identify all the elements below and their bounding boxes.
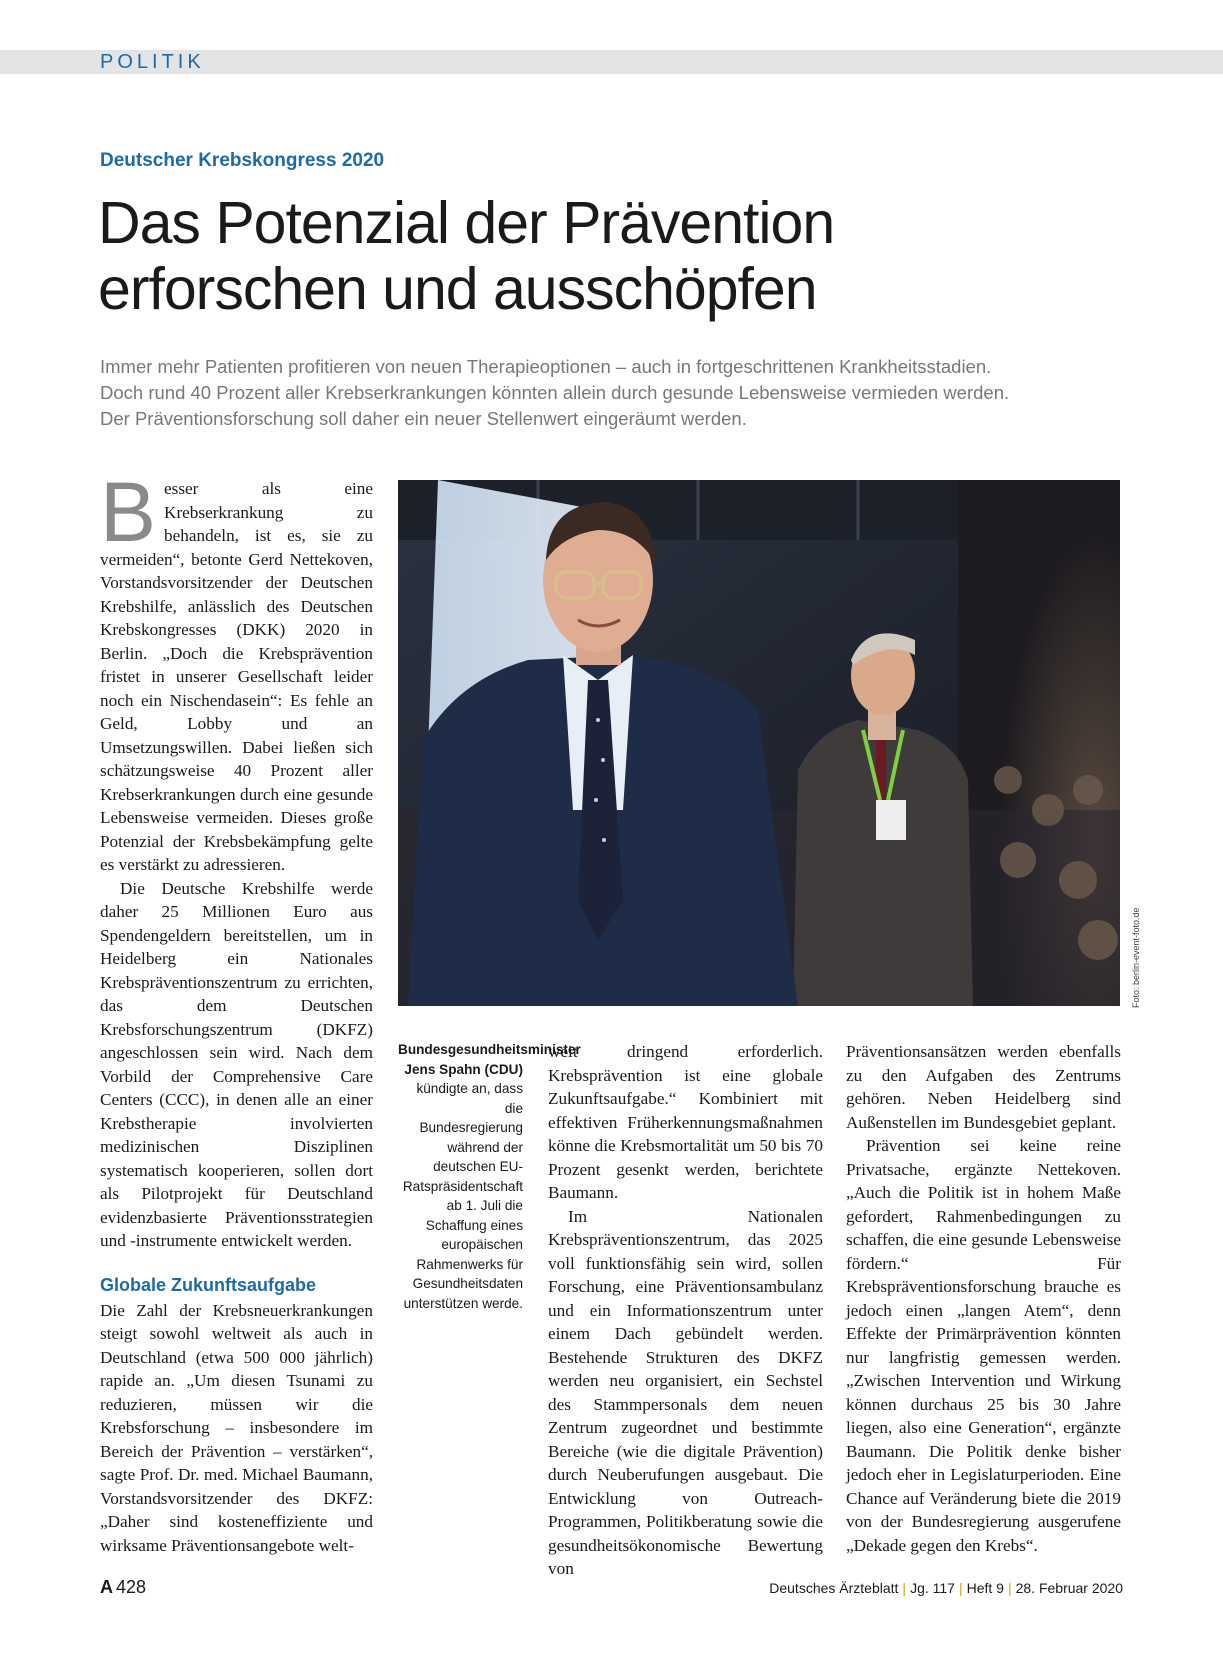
issue: Heft 9 xyxy=(966,1580,1004,1596)
article-lead xyxy=(100,354,1120,432)
body-paragraph: Die Deutsche Krebshilfe werde daher 25 Millionen Euro aus Spendengeldern bereitstellen, um in Heidelberg ein Nationales Krebspräventionszentrum zu errichten, das dem Deutschen Krebsforschungszentrum (DKFZ) angeschlossen sein wird. Nach dem Vorbild der Comprehensive Care Centers (CCC), in denen alle an einer Krebstherapie involvierten medizinischen Disziplinen systematisch kooperieren, sollen dort als Pilotprojekt für Deutschland evidenzbasierte Präventionsstrategien und -instrumente entwickelt werden. xyxy=(100,878,373,1250)
photo-caption xyxy=(398,1040,581,1313)
article-headline xyxy=(98,190,1118,322)
drop-cap: B xyxy=(100,465,157,559)
lead-line: Immer mehr Patienten profitieren von neuen Therapieoptionen – auch in fortgeschrittenen Krankheitsstadien. xyxy=(100,356,992,377)
headline-line: Das Potenzial der Prävention xyxy=(98,190,835,256)
issue-date: 28. Februar 2020 xyxy=(1015,1580,1123,1596)
photo-illustration xyxy=(398,480,1120,1006)
caption-bold: Bundesgesundheitsminister Jens Spahn (CDU) xyxy=(398,1042,581,1077)
journal-name: Deutsches Ärzteblatt xyxy=(769,1580,899,1596)
section-subhead: Globale Zukunftsaufgabe xyxy=(100,1274,317,1295)
body-column-4 xyxy=(846,1040,1121,1557)
section-label: POLITIK xyxy=(100,51,205,73)
body-column-3 xyxy=(548,1040,823,1581)
publication-info: Deutsches Ärzteblatt | Jg. 117 | Heft 9 | 28. Februar 2020 xyxy=(769,1580,1123,1596)
lead-line: Der Präventionsforschung soll daher ein neuer Stellenwert eingeräumt werden. xyxy=(100,408,747,429)
article-photo xyxy=(398,480,1120,1006)
headline-line: erforschen und ausschöpfen xyxy=(98,256,817,322)
lead-line: Doch rund 40 Prozent aller Krebserkrankungen könnten allein durch gesunde Lebensweise vermieden werden. xyxy=(100,382,1010,403)
body-paragraph: weit dringend erforderlich. Krebsprävention ist eine globale Zukunftsaufgabe.“ Kombiniert mit effektiven Früherkennungsmaßnahmen könne die Krebsmortalität um 50 bis 70 Prozent gesenkt werden, berichtete Baumann. xyxy=(548,1042,823,1202)
caption-text: kündigte an, dass die Bundesregierung während der deutschen EU-Ratspräsidentschaft ab 1. Juli die Schaffung eines europäischen Rahmenwerks für Gesundheitsdaten unterstützen werde. xyxy=(402,1081,523,1311)
photo-credit: Foto: berlin-event-foto.de xyxy=(1131,907,1141,1008)
page-number: A 428 xyxy=(100,1577,147,1597)
body-paragraph: Prävention sei keine reine Privatsache, ergänzte Nettekoven. „Auch die Politik ist in hohem Maße gefordert, Rahmenbedingungen zu schaffen, die eine gesunde Lebensweise fördern.“ Für Krebspräventionsforschung brauche es jedoch einen „langen Atem“, denn Effekte der Primärprävention könnten nur langfristig gemessen werden. „Zwischen Intervention und Wirkung können durchaus 25 bis 30 Jahre liegen, also eine Generation“, ergänzte Baumann. Die Politik denke bisher jedoch eher in Legislaturperioden. Eine Chance auf Veränderung biete die 2019 von der Bundesregierung ausgerufene „Dekade gegen den Krebs“. xyxy=(846,1136,1121,1555)
volume: Jg. 117 xyxy=(910,1580,955,1596)
body-paragraph: Präventionsansätzen werden ebenfalls zu den Aufgaben des Zentrums gehören. Neben Heidelberg sind Außenstellen im Bundesgebiet geplant. xyxy=(846,1042,1121,1132)
article-kicker: Deutscher Krebskongress 2020 xyxy=(100,150,385,171)
body-paragraph: Die Zahl der Krebsneuerkrankungen steigt sowohl weltweit als auch in Deutschland (etwa 500 000 jährlich) rapide an. „Um diesen Tsunami zu reduzieren, müssen wir die Krebsforschung – insbesondere im Bereich der Prävention – verstärken“, sagte Prof. Dr. med. Michael Baumann, Vorstandsvorsitzender des DKFZ: „Daher sind kosteneffiziente und wirksame Präventionsangebote welt- xyxy=(100,1300,373,1555)
body-paragraph: Besser als eine Krebserkrankung zu behandeln, ist es, sie zu vermeiden“, betonte Gerd Nettekoven, Vorstandsvorsitzender der Deutschen Krebshilfe, anlässlich des Deutschen Krebskongresses (DKK) 2020 in Berlin. „Doch die Krebsprävention fristet in unserer Gesellschaft leider noch ein Nischendasein“: Es fehle an Geld, Lobby und an Umsetzungswillen. Dabei ließen sich schätzungsweise 40 Prozent aller Krebserkrankungen durch eine gesunde Lebensweise vermeiden. Dieses große Potenzial der Krebsbekämpfung gelte es verstärkt zu adressieren. xyxy=(100,465,373,874)
body-column-1 xyxy=(100,465,373,1557)
body-paragraph: Im Nationalen Krebspräventionszentrum, das 2025 voll funktionsfähig sein wird, sollen Forschung, eine Präventionsambulanz und ein Informationszentrum unter einem Dach gebündelt werden. Bestehende Strukturen des DKFZ werden neu organisiert, ein Sechstel des Stammpersonals dem neuen Zentrum zugeordnet und bestimmte Bereiche (wie die digitale Prävention) durch Neuberufungen ausgebaut. Die Entwicklung von Outreach-Programmen, Politikberatung sowie die gesundheitsökonomische Bewertung von xyxy=(548,1206,823,1578)
